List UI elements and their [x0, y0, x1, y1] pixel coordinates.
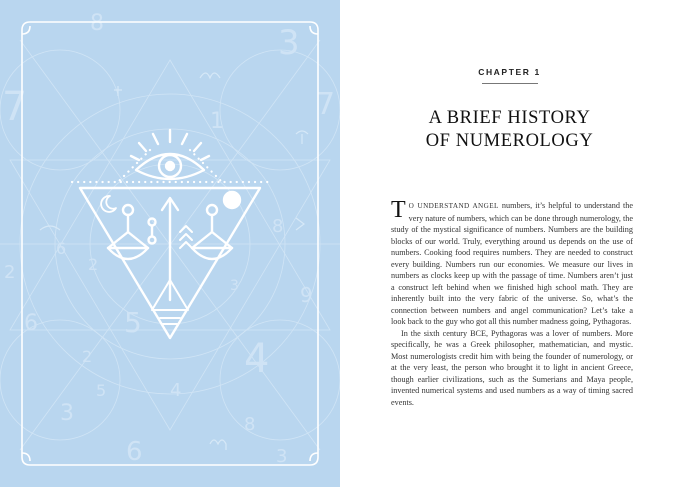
body-text [391, 197, 633, 408]
crescent-moon-icon [101, 196, 116, 212]
numeral: 5 [96, 381, 107, 400]
numeral: 7 [316, 87, 336, 122]
numeral: 4 [170, 380, 182, 401]
numeral: 2 [82, 347, 93, 366]
numeral: 2 [4, 262, 16, 283]
lead-in-smallcaps: O UNDERSTAND ANGEL [408, 202, 499, 210]
full-moon-icon [224, 192, 240, 208]
numeral: 6 [126, 437, 143, 467]
numeral: 3 [276, 446, 288, 467]
numeral: 7 [2, 84, 28, 130]
drop-cap: T [391, 197, 406, 223]
paragraph-1-text: numbers, it’s helpful to understand the very nature of numbers, which can be done through numerology, the study of the mystical significance of numbers. Numbers are the building blocks of our world. Truly, everything around us depends on the use of numbers. Cooking food requires numbers. They are needed to construct every building. Numbers run our economies. We measure our lives in numbers as clocks keep up with the passage of time. Numbers aren’t just a construct left behind when we finished high school math. They are inherently built into the very fabric of the universe. So, what’s the connection between numbers and angel communication? Let’s take a look back to the guy who got all this number madness going, Pythagoras. [391, 201, 633, 326]
paragraph-2: In the sixth century BCE, Pythagoras was a lover of numbers. More specifically, he was a Greek philosopher, mathematician, and mystic. Most numerologists credit him with being the founder of numerology, or at the very least, the person who brought it to light in ancient Greece, though earlier civilizations, such as the Sumerians and Maya people, invented numerical systems and used numbers as a way of timing sacred events. [391, 328, 633, 407]
numeral: 8 [272, 216, 284, 237]
chapter-label: CHAPTER 1 [478, 67, 541, 77]
numeral: 2 [88, 255, 99, 274]
numeral: 3 [60, 401, 74, 426]
eye-icon [136, 154, 204, 179]
numeral: 6 [56, 239, 67, 258]
numeral: 8 [90, 11, 104, 36]
chevrons-icon [180, 226, 192, 248]
numeral: 4 [244, 336, 270, 382]
paragraph-1 [391, 197, 633, 328]
numeral: 8 [244, 414, 256, 435]
chapter-title [340, 107, 679, 153]
numeral: 9 [300, 283, 313, 307]
numeral: 3 [230, 278, 239, 294]
numeral: 6 [24, 311, 38, 336]
emblem [72, 130, 268, 338]
numeral: 5 [124, 306, 142, 339]
text-page [340, 0, 679, 487]
numeral: 1 [210, 109, 224, 134]
chapter-title-line1: A BRIEF HISTORY [428, 108, 591, 128]
chapter-title-line2: OF NUMEROLOGY [425, 131, 594, 151]
numeral: 3 [278, 23, 300, 63]
chapter-rule [482, 83, 538, 84]
